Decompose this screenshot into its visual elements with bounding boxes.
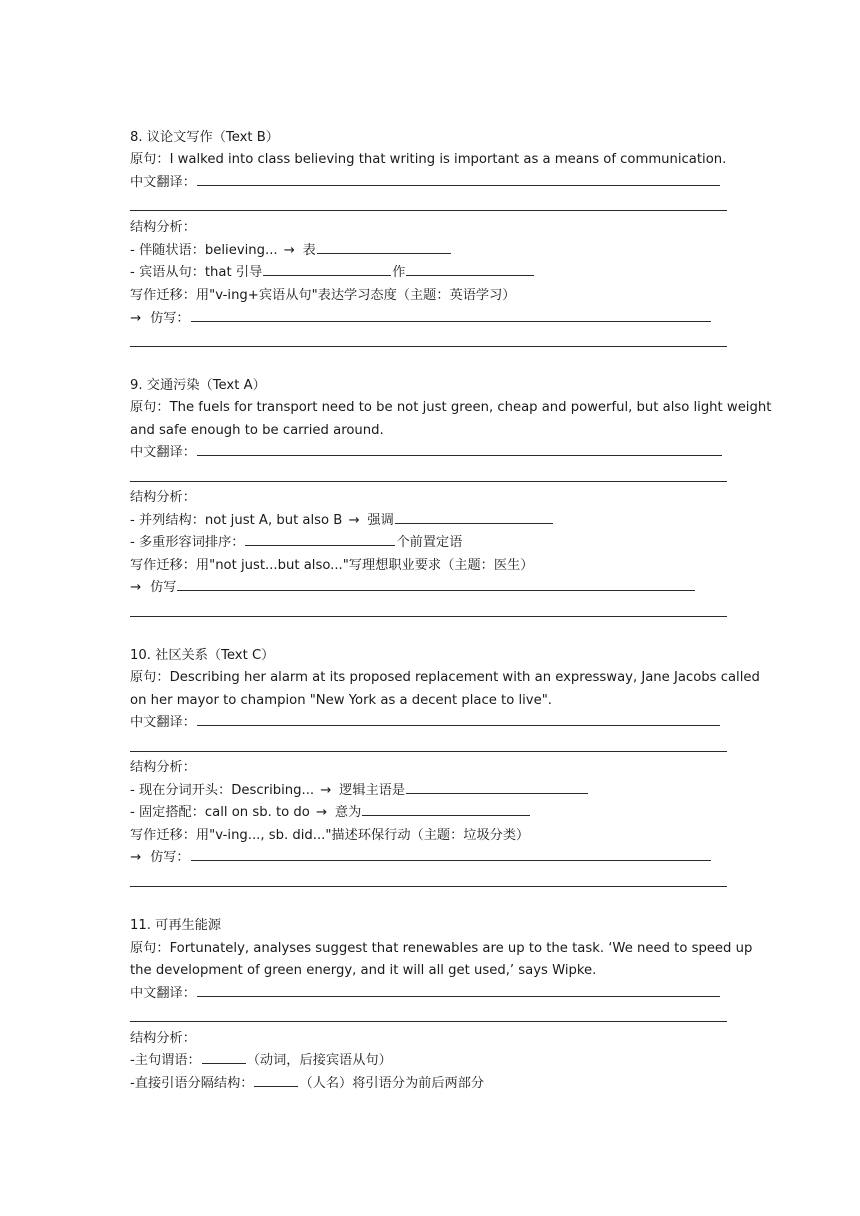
item-11-original-cont: the development of green energy, and it will all get used,’ says Wipke.	[130, 963, 597, 978]
analysis-text: 逻辑主语是	[339, 783, 406, 798]
analysis-text: 表	[302, 243, 316, 258]
item-10-analysis-2	[130, 802, 740, 825]
translation-blank-line-2[interactable]	[130, 210, 727, 211]
imitate-blank-line-2[interactable]	[130, 886, 727, 887]
analysis-text: - 伴随状语：believing...	[130, 243, 278, 258]
translation-blank[interactable]	[197, 713, 720, 726]
analysis-text: 作	[392, 265, 406, 280]
item-10-heading: 10. 社区关系（Text C）	[130, 648, 275, 663]
item-11-analysis-1	[130, 1050, 740, 1073]
item-10-transfer: 写作迁移：用"v-ing..., sb. did..."描述环保行动（主题：垃圾分类）	[130, 828, 530, 843]
item-9-imitate	[130, 577, 740, 600]
imitate-blank-line-2[interactable]	[130, 346, 727, 347]
analysis-text: - 多重形容词排序：	[130, 535, 245, 550]
translation-label: 中文翻译：	[130, 175, 196, 190]
arrow-icon: →	[130, 580, 142, 595]
imitate-blank[interactable]	[191, 309, 711, 322]
item-8-original	[130, 149, 740, 172]
item-8-analysis-label: 结构分析：	[130, 220, 196, 235]
item-10-imitate	[130, 847, 740, 870]
analysis-blank[interactable]	[202, 1051, 246, 1064]
translation-blank[interactable]	[197, 173, 720, 186]
original-sentence: Describing her alarm at its proposed replacement with an expressway, Jane Jacobs called	[169, 670, 760, 685]
analysis-blank[interactable]	[406, 263, 534, 276]
item-9-transfer: 写作迁移：用"not just...but also..."写理想职业要求（主题：医生）	[130, 558, 534, 573]
item-8-analysis-1	[130, 240, 740, 263]
arrow-icon: →	[130, 311, 142, 326]
item-11-translation	[130, 983, 740, 1006]
analysis-text: - 固定搭配：call on sb. to do	[130, 805, 310, 820]
analysis-text: 意为	[334, 805, 362, 820]
analysis-text: （人名）将引语分为前后两部分	[299, 1076, 485, 1091]
analysis-text: -主句谓语：	[130, 1053, 201, 1068]
item-9-analysis-label: 结构分析：	[130, 490, 196, 505]
item-9-analysis-1	[130, 510, 740, 533]
original-label: 原句：	[130, 670, 170, 685]
item-10-analysis-label: 结构分析：	[130, 760, 196, 775]
imitate-blank[interactable]	[177, 578, 695, 591]
item-8-analysis-2	[130, 262, 740, 285]
item-9-original-cont: and safe enough to be carried around.	[130, 423, 384, 438]
arrow-icon: →	[348, 513, 360, 528]
analysis-text: （动词，后接宾语从句）	[246, 1053, 392, 1068]
translation-blank-line-2[interactable]	[130, 481, 727, 482]
translation-label: 中文翻译：	[130, 715, 196, 730]
item-11-analysis-2	[130, 1073, 740, 1096]
analysis-text: -直接引语分隔结构：	[130, 1076, 254, 1091]
item-10-translation	[130, 712, 740, 735]
analysis-blank[interactable]	[263, 263, 391, 276]
translation-blank-line-2[interactable]	[130, 1021, 727, 1022]
item-9-original	[130, 397, 772, 420]
imitate-blank[interactable]	[191, 848, 711, 861]
imitate-label: 仿写	[150, 580, 177, 595]
original-sentence: I walked into class believing that writing is important as a means of communication.	[169, 152, 727, 167]
item-9-translation	[130, 442, 740, 465]
analysis-text: - 现在分词开头：Describing...	[130, 783, 315, 798]
arrow-icon: →	[320, 783, 332, 798]
item-10-original-cont: on her mayor to champion "New York as a decent place to live".	[130, 693, 552, 708]
imitate-blank-line-2[interactable]	[130, 616, 727, 617]
original-sentence: Fortunately, analyses suggest that renewables are up to the task. ‘We need to speed up	[169, 941, 753, 956]
original-label: 原句：	[130, 941, 170, 956]
translation-blank[interactable]	[197, 984, 720, 997]
arrow-icon: →	[130, 850, 142, 865]
translation-label: 中文翻译：	[130, 986, 196, 1001]
item-8-translation	[130, 172, 740, 195]
analysis-text: - 并列结构：not just A, but also B	[130, 513, 343, 528]
analysis-blank[interactable]	[254, 1074, 298, 1087]
analysis-blank[interactable]	[406, 781, 588, 794]
item-11-analysis-label: 结构分析：	[130, 1031, 196, 1046]
item-8-heading: 8. 议论文写作（Text B）	[130, 130, 279, 145]
original-sentence: The fuels for transport need to be not just green, cheap and powerful, but also light weight	[169, 400, 772, 415]
translation-blank-line-2[interactable]	[130, 751, 727, 752]
original-label: 原句：	[130, 152, 170, 167]
analysis-text: - 宾语从句：that 引导	[130, 265, 263, 280]
analysis-blank[interactable]	[362, 803, 530, 816]
imitate-label: 仿写：	[150, 850, 190, 865]
item-11-heading: 11. 可再生能源	[130, 918, 222, 933]
item-9-analysis-2	[130, 532, 740, 555]
item-10-original	[130, 667, 760, 690]
analysis-text: 强调	[367, 513, 394, 528]
item-8-imitate	[130, 308, 740, 331]
analysis-blank[interactable]	[317, 241, 451, 254]
item-10-analysis-1	[130, 780, 740, 803]
arrow-icon: →	[283, 243, 295, 258]
translation-label: 中文翻译：	[130, 445, 196, 460]
item-9-heading: 9. 交通污染（Text A）	[130, 378, 266, 393]
imitate-label: 仿写：	[150, 311, 190, 326]
analysis-text: 个前置定语	[396, 535, 463, 550]
item-8-transfer: 写作迁移：用"v-ing+宾语从句"表达学习态度（主题：英语学习）	[130, 288, 516, 303]
analysis-blank[interactable]	[245, 533, 395, 546]
item-11-original	[130, 938, 753, 961]
arrow-icon: →	[315, 805, 327, 820]
translation-blank[interactable]	[197, 443, 722, 456]
original-label: 原句：	[130, 400, 170, 415]
analysis-blank[interactable]	[395, 511, 553, 524]
